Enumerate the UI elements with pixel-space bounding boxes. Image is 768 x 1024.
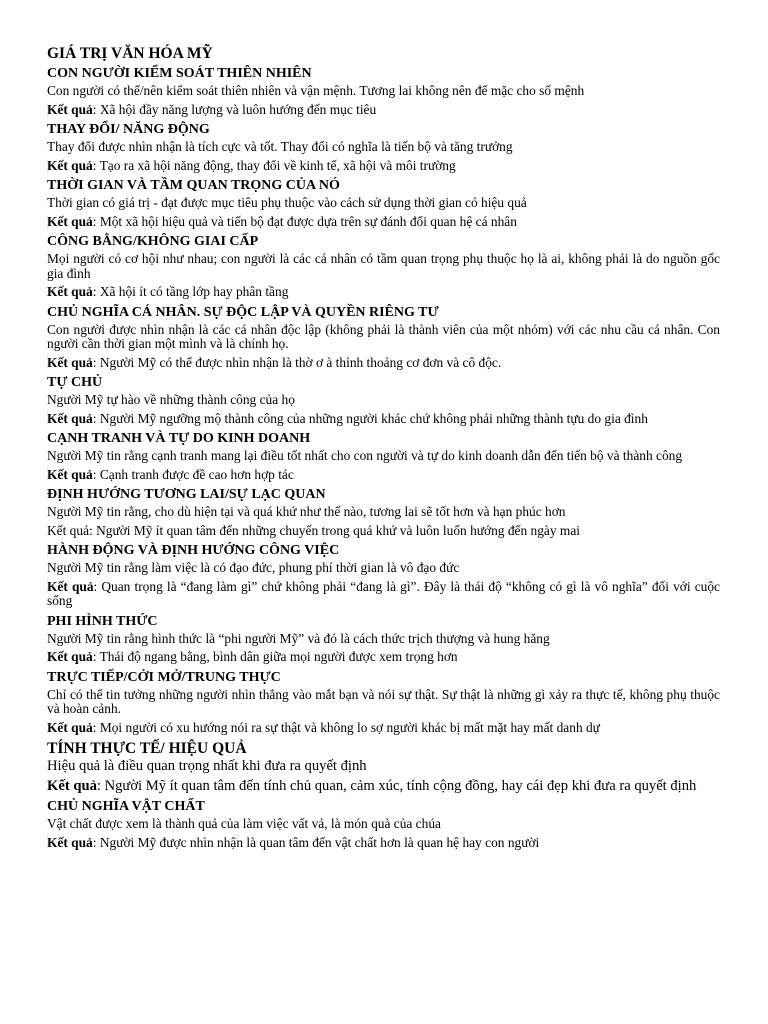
result-text: : Mọi người có xu hướng nói ra sự thật và không lo sợ người khác bị mất mặt hay mất danh dự bbox=[92, 719, 600, 735]
sections-container bbox=[47, 65, 720, 850]
section-text: Người Mỹ tin rằng cạnh tranh mang lại điều tốt nhất cho con người và tự do kinh doanh dẫn đến tiến bộ và thành công bbox=[47, 448, 683, 463]
result-label: Kết quả bbox=[47, 578, 94, 594]
section-heading: CHỦ NGHĨA VẬT CHẤT bbox=[47, 799, 205, 814]
result-label: Kết quả bbox=[47, 284, 93, 299]
section-text: Người Mỹ tự hào về những thành công của họ bbox=[47, 392, 295, 407]
result-text: : Một xã hội hiệu quả và tiến bộ đạt được dựa trên sự đánh đổi quan hệ cá nhân bbox=[92, 213, 517, 229]
section-heading: PHI HÌNH THỨC bbox=[47, 613, 158, 629]
section-text: Người Mỹ tin rằng, cho dù hiện tại và quá khứ như thế nào, tương lai sẽ tốt hơn và hạn phúc hơn bbox=[47, 504, 566, 519]
section-text: Con người có thể/nên kiểm soát thiên nhiên và vận mệnh. Tương lai không nên để mặc cho số mệnh bbox=[47, 83, 585, 98]
section bbox=[47, 177, 720, 229]
result-label: Kết quả bbox=[47, 649, 93, 664]
section-result bbox=[47, 468, 720, 483]
section-result bbox=[47, 215, 720, 230]
result-text: : Người Mỹ ngưỡng mộ thành công của những người khác chứ không phải những thành tựu do gia đình bbox=[92, 410, 648, 426]
section-heading: CÔNG BẰNG/KHÔNG GIAI CẤP bbox=[47, 234, 259, 249]
section-heading: TÍNH THỰC TẾ/ HIỆU QUẢ bbox=[47, 740, 247, 757]
section bbox=[47, 613, 720, 665]
section bbox=[47, 669, 720, 736]
section-heading: CON NGƯỜI KIỂM SOÁT THIÊN NHIÊN bbox=[47, 66, 312, 81]
result-label: Kết quả bbox=[47, 719, 93, 735]
result-label: Kết quả bbox=[47, 157, 93, 173]
section bbox=[47, 121, 720, 173]
section-heading: TỰ CHỦ bbox=[47, 375, 103, 390]
section-result bbox=[47, 103, 720, 118]
result-label: Kết quả bbox=[47, 466, 93, 482]
section bbox=[47, 430, 720, 482]
section-result bbox=[47, 836, 720, 851]
section-heading: THỜI GIAN VÀ TẦM QUAN TRỌNG CỦA NÓ bbox=[47, 178, 340, 193]
section-text: Con người được nhìn nhận là các cá nhân độc lập (không phải là thành viên của một nhóm) với các nhu cầu cá nhân. Con người cần thời gian một mình và là chính họ. bbox=[47, 321, 720, 351]
section-text: Mọi người có cơ hội như nhau; con người là các cá nhân có tầm quan trọng phụ thuộc họ là ai, không phải là do nguồn gốc gia đình bbox=[47, 251, 720, 281]
section-result bbox=[47, 285, 720, 300]
section-heading: CẠNH TRANH VÀ TỰ DO KINH DOANH bbox=[47, 431, 311, 446]
section bbox=[47, 304, 720, 371]
section-heading: HÀNH ĐỘNG VÀ ĐỊNH HƯỚNG CÔNG VIỆC bbox=[47, 543, 340, 558]
section-text: Hiệu quả là điều quan trọng nhất khi đưa ra quyết định bbox=[47, 758, 367, 774]
result-text: : Người Mỹ được nhìn nhận là quan tâm đến vật chất hơn là quan hệ hay con người bbox=[92, 834, 540, 850]
result-text: Kết quả: Người Mỹ ít quan tâm đến những chuyến trong quá khứ và luôn luốn hướng đến ngày mai bbox=[47, 522, 580, 538]
result-text: : Xã hội ít có tầng lớp hay phân tầng bbox=[92, 284, 289, 299]
section-result bbox=[47, 159, 720, 174]
section bbox=[47, 798, 720, 850]
section bbox=[47, 374, 720, 426]
section bbox=[47, 739, 720, 794]
result-label: Kết quả bbox=[47, 777, 97, 794]
result-text: : Người Mỹ có thể được nhìn nhận là thờ ơ à thỉnh thoảng cơ đơn và cô độc. bbox=[92, 354, 502, 370]
section-result bbox=[47, 721, 720, 736]
section-text: Người Mỹ tin rằng hình thức là “phi người Mỹ” và đó là cách thức trịch thượng và hung hăng bbox=[47, 630, 550, 646]
result-label: Kết quả bbox=[47, 410, 93, 426]
section-heading: THAY ĐỔI/ NĂNG ĐỘNG bbox=[47, 122, 210, 137]
document-title: GIÁ TRỊ VĂN HÓA MỸ bbox=[47, 45, 213, 62]
section-result bbox=[47, 356, 720, 371]
result-text: : Xã hội đầy năng lượng và luôn hướng đến mục tiêu bbox=[92, 101, 377, 117]
section bbox=[47, 65, 720, 117]
section-text: Thay đổi được nhìn nhận là tích cực và tốt. Thay đổi có nghĩa là tiến bộ và tăng trưởng bbox=[47, 139, 513, 154]
result-text: : Quan trọng là “đang làm gì” chứ không phải “đang là gì”. Đây là thái độ “không có gì là vô nghĩa” đối với cuộc sống bbox=[47, 578, 720, 608]
section-text: Người Mỹ tin rằng làm việc là có đạo đức, phung phí thời gian là vô đạo đức bbox=[47, 560, 460, 575]
section bbox=[47, 486, 720, 538]
result-text: : Người Mỹ ít quan tâm đến tính chủ quan, cảm xúc, tính cộng đồng, hay cái đẹp khi đưa ra quyết định bbox=[96, 777, 697, 794]
result-label: Kết quả bbox=[47, 834, 93, 850]
section-heading: TRỰC TIẾP/CỞI MỞ/TRUNG THỰC bbox=[47, 669, 281, 685]
section-result bbox=[47, 650, 720, 665]
section-result bbox=[47, 524, 720, 539]
section-heading: ĐỊNH HƯỚNG TƯƠNG LAI/SỰ LẠC QUAN bbox=[47, 487, 326, 502]
section-result bbox=[47, 412, 720, 427]
section-text: Thời gian có giá trị - đạt được mục tiêu phụ thuộc vào cách sử dụng thời gian có hiệu quả bbox=[47, 195, 527, 210]
section-heading: CHỦ NGHĨA CÁ NHÂN. SỰ ĐỘC LẬP VÀ QUYỀN RIÊNG TƯ bbox=[47, 304, 439, 320]
section-text: Chỉ có thể tin tưởng những người nhìn thẳng vào mắt bạn và nói sự thật. Sự thật là những gì xảy ra thực tế, không phụ thuộc và hoàn cảnh. bbox=[47, 686, 720, 716]
result-text: : Cạnh tranh được đề cao hơn hợp tác bbox=[92, 466, 294, 482]
section bbox=[47, 233, 720, 300]
result-label: Kết quả bbox=[47, 354, 93, 370]
result-label: Kết quả bbox=[47, 101, 93, 117]
section bbox=[47, 542, 720, 609]
section-text: Vật chất được xem là thành quả của làm việc vất vả, là món quà của chúa bbox=[47, 816, 441, 831]
result-text: : Tạo ra xã hội năng động, thay đổi về kinh tế, xã hội và môi trường bbox=[92, 157, 456, 173]
result-label: Kết quả bbox=[47, 213, 93, 229]
result-text: : Thái độ ngang bằng, bình dân giữa mọi người được xem trọng hơn bbox=[92, 649, 458, 664]
section-result bbox=[47, 779, 720, 795]
section-result bbox=[47, 580, 720, 609]
